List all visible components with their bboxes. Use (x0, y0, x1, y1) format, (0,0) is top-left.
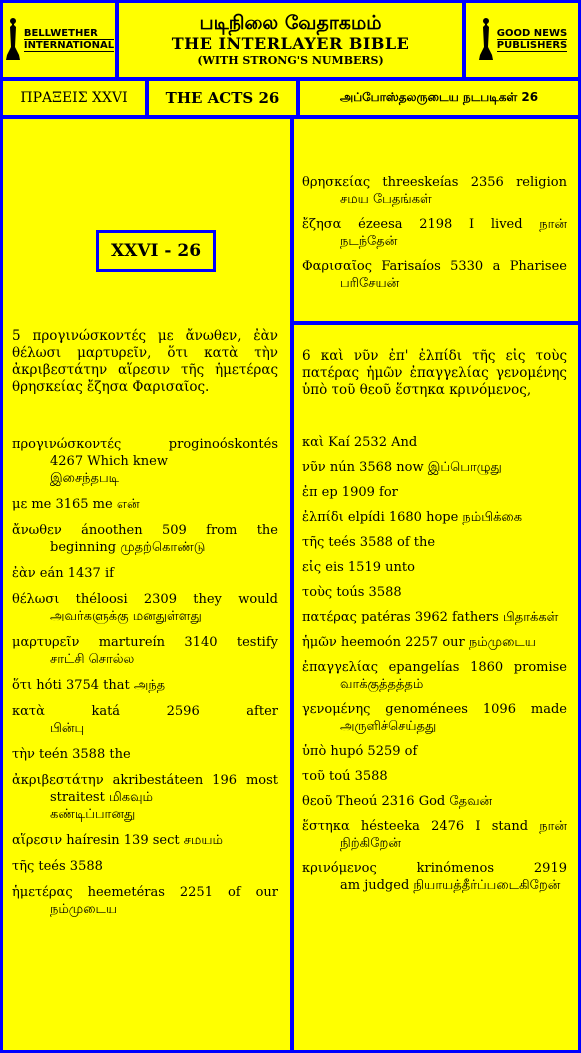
goodnews-logo-text: GOOD NEWS PUBLISHERS (496, 28, 568, 51)
word-entry (302, 793, 567, 810)
word-entry-line: γενομένης genoménees 1096 made (302, 702, 567, 717)
word-entry-line: ἀκριβεστάτην akribestáteen 196 most (12, 773, 278, 788)
word-entry-line: ἐπ ep 1909 for (302, 485, 398, 500)
word-entry-line: προγινώσκοντές proginoóskontés (12, 437, 278, 452)
word-entry-gloss: பின்பு (50, 721, 85, 736)
word-entry-line: κρινόμενος krinómenos 2919 (302, 861, 567, 876)
word-entry-line: ἐὰν eán 1437 if (12, 566, 114, 581)
word-entry (12, 703, 278, 737)
word-entry (302, 484, 567, 501)
word-entry-gloss: 4267 Which knew (50, 454, 168, 469)
word-entry-line: θεοῦ Theoú 2316 God தேவன் (302, 794, 493, 809)
tamil-book-title: அப்போஸ்தலருடைய நடபடிகள் 26 (297, 78, 581, 118)
word-entry-line: καὶ Kaí 2532 And (302, 435, 418, 450)
word-entry-gloss: straitest மிகவும் (50, 790, 153, 805)
word-entry-gloss: வாக்குத்தத்தம் (340, 677, 424, 692)
word-entry-gloss: சமய பேதங்கள் (340, 192, 432, 207)
word-entry-line: ὑπὸ hupó 5259 of (302, 744, 418, 759)
word-entry (302, 701, 567, 735)
bellwether-logo-box (0, 0, 118, 80)
word-entry (12, 677, 278, 694)
word-entry-line: ἄνωθεν ánoothen 509 from the (12, 523, 278, 538)
word-entry (302, 534, 567, 551)
english-book-title: THE ACTS 26 (146, 78, 299, 118)
sub-title: (WITH STRONG'S NUMBERS) (197, 54, 384, 67)
word-entry-line: Φαρισαῖος Farisaíos 5330 a Pharisee (302, 259, 567, 274)
word-entry (302, 459, 567, 476)
word-entry (12, 832, 278, 849)
tamil-title: படிநிலை வேதாகமம் (199, 12, 382, 34)
word-entry-gloss: சாட்சி சொல்ல (50, 652, 135, 667)
word-entry-line: εἰς eis 1519 unto (302, 560, 415, 575)
word-entry-gloss: am judged நியாயத்தீர்ப்படைகிறேன் (340, 878, 561, 893)
word-entry-gloss: நடந்தேன் (340, 234, 398, 249)
word-entry (302, 258, 567, 292)
word-entry (302, 584, 567, 601)
word-entry-line: τοῦ toú 3588 (302, 769, 388, 784)
word-entry (12, 496, 278, 513)
word-entry (302, 174, 567, 208)
candlestick-icon (4, 17, 22, 64)
word-entry (12, 884, 278, 918)
word-entry (302, 509, 567, 526)
word-entry (12, 565, 278, 582)
word-entry-line: νῦν nún 3568 now இப்பொழுது (302, 460, 502, 475)
word-entry-gloss: கண்டிப்பானது (50, 807, 136, 822)
word-entry-line: τὴν teén 3588 the (12, 747, 131, 762)
word-entry (302, 216, 567, 250)
word-entry (302, 609, 567, 626)
word-entry-line: πατέρας patéras 3962 fathers பிதாக்கள் (302, 610, 559, 625)
word-entry-line: ἐλπίδι elpídi 1680 hope நம்பிக்கை (302, 510, 523, 525)
word-entry (12, 746, 278, 763)
word-entry (12, 634, 278, 668)
word-entry (302, 559, 567, 576)
word-entry-gloss: அவர்களுக்கு மனதுள்ளது (50, 609, 202, 624)
word-entry-line: θρησκείας threeskeías 2356 religion (302, 175, 567, 190)
main-title: THE INTERLAYER BIBLE (171, 34, 410, 53)
word-entry (302, 743, 567, 760)
word-entry-line: με me 3165 me என் (12, 497, 140, 512)
word-entry-line: ἡμετέρας heemetéras 2251 of our (12, 885, 278, 900)
word-entry (302, 860, 567, 894)
word-entry-gloss: நிற்கிறேன் (340, 836, 401, 851)
word-entry-line: αἵρεσιν haíresin 139 sect சமயம் (12, 833, 223, 848)
word-entry (302, 768, 567, 785)
greek-book-title: ΠΡΑΞΕΙΣ XXVI (0, 78, 148, 118)
word-entry-gloss: அருளிச்செய்தது (340, 719, 437, 734)
word-entry (12, 772, 278, 823)
word-entry (12, 591, 278, 625)
title-box (116, 0, 465, 80)
word-entry (302, 818, 567, 852)
word-entry (12, 436, 278, 487)
word-entry-line: ἡμῶν heemoón 2257 our நம்முடைய (302, 635, 536, 650)
word-entry-line: τῆς teés 3588 (12, 859, 103, 874)
verse-6-text: 6 καὶ νῦν ἐπ' ἐλπίδι τῆς εἰς τοὺς πατέρας ἡμῶν ἐπαγγελίας γενομένης ὑπὸ τοῦ θεοῦ ἕστηκα κρινόμενος, (302, 348, 567, 398)
word-entry-gloss: பரிசேயன் (340, 276, 400, 291)
word-entry-line: μαρτυρεῖν martureín 3140 testify (12, 635, 278, 650)
word-entry (12, 522, 278, 556)
word-entry-line: θέλωσι théloosi 2309 they would (12, 592, 278, 607)
word-entry-gloss: beginning முதற்கொண்டு (50, 540, 206, 555)
goodnews-logo-box (463, 0, 581, 80)
word-entry-line: ἕστηκα hésteeka 2476 I stand நான் (302, 819, 567, 834)
word-entry-line: κατὰ katá 2596 after (12, 704, 278, 719)
word-entry (302, 434, 567, 451)
word-entry-gloss: இசைந்தபடி (50, 471, 119, 486)
word-entry (302, 659, 567, 693)
word-entry-line: ἐπαγγελίας epangelías 1860 promise (302, 660, 567, 675)
word-entry-line: τοὺς toús 3588 (302, 585, 402, 600)
word-entry-line: ἔζησα ézeesa 2198 I lived நான் (302, 217, 567, 232)
verse-5-word-list (12, 436, 278, 927)
word-entry (12, 858, 278, 875)
word-entry-line: ὅτι hóti 3754 that அந்த (12, 678, 166, 693)
bellwether-logo-text: BELLWETHER INTERNATIONAL (23, 28, 115, 51)
chapter-label: XXVI - 26 (96, 230, 216, 272)
verse-5-text: 5 προγινώσκοντές με ἄνωθεν, ἐὰν θέλωσι μαρτυρεῖν, ὅτι κατὰ τὴν ἀκριβεστάτην αἵρεσιν τῆς ἡμετέρας θρησκείας ἔζησα Φαρισαῖος. (12, 328, 278, 395)
word-entry-line: τῆς teés 3588 of the (302, 535, 436, 550)
word-entry-gloss: நம்முடைய (50, 902, 118, 917)
verse-6-word-list (302, 434, 567, 902)
candlestick-icon (477, 17, 495, 64)
word-entry (302, 634, 567, 651)
verse-5-cont-word-list (302, 174, 567, 300)
